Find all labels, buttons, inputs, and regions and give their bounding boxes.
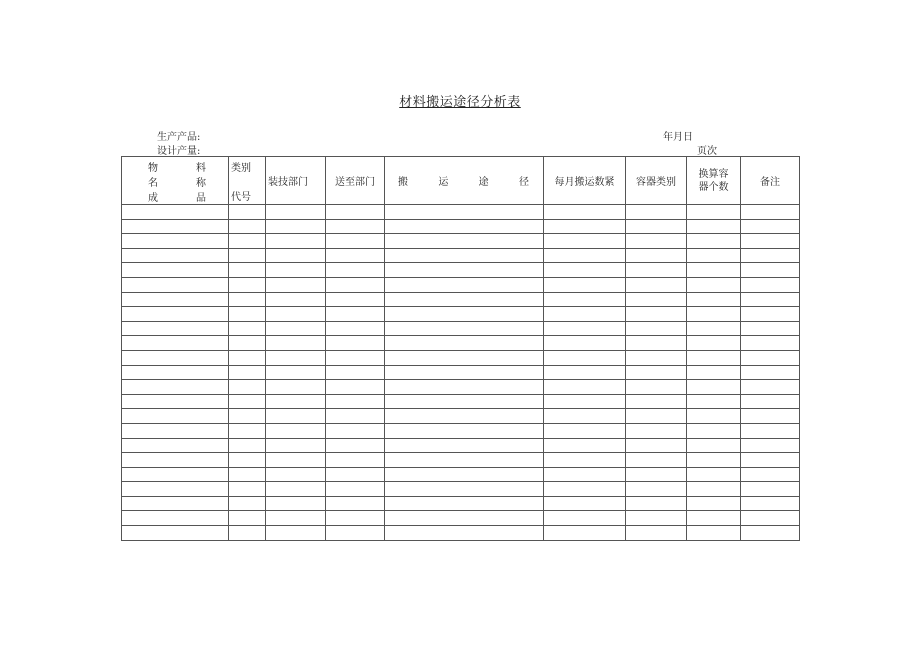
table-cell [544, 438, 626, 453]
table-row [122, 219, 800, 234]
table-cell [122, 467, 229, 482]
table-cell [687, 350, 741, 365]
table-cell [741, 423, 800, 438]
table-cell [687, 453, 741, 468]
table-cell [326, 453, 385, 468]
table-cell [687, 526, 741, 541]
table-cell [122, 453, 229, 468]
table-cell [687, 511, 741, 526]
table-cell [687, 248, 741, 263]
table-cell [385, 511, 544, 526]
table-cell [266, 292, 326, 307]
table-cell [385, 307, 544, 322]
table-cell [385, 423, 544, 438]
table-cell [544, 307, 626, 322]
table-cell [385, 248, 544, 263]
table-row [122, 394, 800, 409]
table-cell [687, 219, 741, 234]
output-label: 设计产量: [157, 146, 201, 157]
header-container-type: 容器类别 [626, 157, 687, 205]
table-row [122, 307, 800, 322]
table-cell [544, 380, 626, 395]
table-row [122, 205, 800, 220]
table-cell [626, 248, 687, 263]
table-cell [626, 365, 687, 380]
table-cell [229, 365, 266, 380]
table-row [122, 511, 800, 526]
table-cell [326, 248, 385, 263]
table-cell [122, 307, 229, 322]
table-cell [229, 307, 266, 322]
table-cell [122, 526, 229, 541]
table-cell [266, 511, 326, 526]
table-cell [626, 350, 687, 365]
table-cell [122, 234, 229, 249]
table-cell [687, 438, 741, 453]
table-cell [544, 219, 626, 234]
table-cell [741, 307, 800, 322]
table-cell [122, 409, 229, 424]
table-cell [741, 409, 800, 424]
header-category-code: 类别 代号 [229, 157, 266, 205]
table-cell [122, 292, 229, 307]
table-cell [122, 482, 229, 497]
table-cell [385, 409, 544, 424]
table-cell [266, 394, 326, 409]
table-cell [741, 292, 800, 307]
header-container-count: 换算容 器个数 [687, 157, 741, 205]
table-row [122, 350, 800, 365]
table-cell [626, 496, 687, 511]
table-cell [544, 292, 626, 307]
table-cell [741, 277, 800, 292]
table-cell [741, 394, 800, 409]
table-cell [544, 321, 626, 336]
table-cell [626, 205, 687, 220]
table-cell [385, 438, 544, 453]
table-cell [266, 453, 326, 468]
table-cell [122, 350, 229, 365]
table-cell [266, 307, 326, 322]
table-cell [122, 205, 229, 220]
table-cell [229, 526, 266, 541]
table-cell [385, 526, 544, 541]
table-cell [385, 453, 544, 468]
table-cell [687, 292, 741, 307]
table-cell [326, 263, 385, 278]
table-row [122, 248, 800, 263]
table-cell [326, 307, 385, 322]
table-cell [229, 423, 266, 438]
table-cell [266, 380, 326, 395]
table-cell [741, 263, 800, 278]
table-row [122, 453, 800, 468]
table-cell [687, 496, 741, 511]
table-cell [326, 350, 385, 365]
table-cell [122, 336, 229, 351]
table-cell [741, 380, 800, 395]
table-cell [544, 263, 626, 278]
table-cell [229, 277, 266, 292]
table-cell [326, 292, 385, 307]
table-cell [229, 205, 266, 220]
table-row [122, 423, 800, 438]
table-cell [326, 467, 385, 482]
table-cell [385, 277, 544, 292]
table-cell [326, 526, 385, 541]
table-cell [687, 205, 741, 220]
table-cell [687, 277, 741, 292]
table-cell [741, 336, 800, 351]
header-monthly-qty: 每月搬运数紧 [544, 157, 626, 205]
table-cell [741, 365, 800, 380]
table-cell [544, 496, 626, 511]
table-body [122, 205, 800, 541]
table-row [122, 482, 800, 497]
table-cell [229, 467, 266, 482]
table-cell [687, 380, 741, 395]
table-cell [122, 380, 229, 395]
table-cell [741, 453, 800, 468]
table-cell [687, 409, 741, 424]
table-cell [626, 321, 687, 336]
table-cell [326, 365, 385, 380]
table-cell [326, 336, 385, 351]
table-cell [122, 248, 229, 263]
table-cell [229, 394, 266, 409]
table-cell [385, 205, 544, 220]
table-cell [626, 467, 687, 482]
table-cell [229, 248, 266, 263]
table-cell [122, 438, 229, 453]
table-cell [626, 394, 687, 409]
table-cell [741, 511, 800, 526]
table-cell [385, 234, 544, 249]
analysis-table [121, 156, 800, 541]
table-cell [229, 438, 266, 453]
table-cell [385, 263, 544, 278]
table-cell [229, 380, 266, 395]
table-row [122, 380, 800, 395]
table-cell [229, 453, 266, 468]
table-row [122, 365, 800, 380]
table-cell [741, 526, 800, 541]
table-cell [385, 292, 544, 307]
table-cell [385, 380, 544, 395]
table-cell [229, 219, 266, 234]
table-cell [544, 248, 626, 263]
table-cell [266, 496, 326, 511]
table-cell [385, 467, 544, 482]
table-cell [687, 336, 741, 351]
table-cell [626, 409, 687, 424]
table-row [122, 409, 800, 424]
table-cell [385, 336, 544, 351]
table-cell [326, 438, 385, 453]
table-cell [626, 380, 687, 395]
table-row [122, 263, 800, 278]
table-cell [326, 219, 385, 234]
table-cell [544, 409, 626, 424]
table-cell [626, 307, 687, 322]
table-cell [229, 263, 266, 278]
table-cell [326, 205, 385, 220]
table-cell [385, 394, 544, 409]
table-cell [741, 350, 800, 365]
table-cell [544, 234, 626, 249]
table-cell [741, 438, 800, 453]
table-row [122, 336, 800, 351]
table-cell [229, 336, 266, 351]
table-cell [626, 277, 687, 292]
table-cell [229, 234, 266, 249]
table-cell [741, 496, 800, 511]
table-cell [326, 511, 385, 526]
table-cell [626, 336, 687, 351]
table-cell [741, 467, 800, 482]
table-cell [266, 321, 326, 336]
table-cell [741, 248, 800, 263]
table-cell [385, 321, 544, 336]
page-title: 材料搬运途径分析表 [399, 95, 521, 110]
product-label: 生产产品: [157, 132, 201, 143]
table-cell [385, 482, 544, 497]
table-cell [544, 350, 626, 365]
table-cell [122, 263, 229, 278]
table-cell [741, 234, 800, 249]
table-cell [122, 423, 229, 438]
table-cell [229, 482, 266, 497]
table-cell [626, 423, 687, 438]
table-cell [741, 321, 800, 336]
header-route: 搬 运 途 径 [385, 157, 544, 205]
date-label: 年月日 [663, 132, 693, 143]
table-cell [266, 336, 326, 351]
table-cell [266, 409, 326, 424]
table-cell [741, 205, 800, 220]
table-cell [687, 234, 741, 249]
table-cell [544, 336, 626, 351]
table-cell [122, 511, 229, 526]
table-cell [687, 467, 741, 482]
table-cell [326, 234, 385, 249]
table-cell [122, 277, 229, 292]
table-cell [626, 482, 687, 497]
header-remarks: 备注 [741, 157, 800, 205]
table-cell [326, 394, 385, 409]
table-cell [626, 263, 687, 278]
table-row [122, 496, 800, 511]
table-cell [229, 511, 266, 526]
table-cell [687, 482, 741, 497]
table-row [122, 292, 800, 307]
table-cell [544, 526, 626, 541]
table-cell [266, 277, 326, 292]
table-cell [544, 453, 626, 468]
table-cell [229, 292, 266, 307]
table-cell [626, 438, 687, 453]
table-cell [326, 321, 385, 336]
header-sending-dept: 送至部门 [326, 157, 385, 205]
table-row [122, 321, 800, 336]
table-cell [626, 292, 687, 307]
table-cell [266, 263, 326, 278]
table-cell [229, 496, 266, 511]
table-row [122, 277, 800, 292]
table-cell [687, 321, 741, 336]
table-cell [626, 511, 687, 526]
table-cell [626, 453, 687, 468]
table-cell [326, 409, 385, 424]
table-cell [266, 467, 326, 482]
table-cell [266, 350, 326, 365]
table-cell [544, 467, 626, 482]
table-cell [326, 277, 385, 292]
table-cell [741, 482, 800, 497]
table-cell [326, 423, 385, 438]
table-cell [626, 526, 687, 541]
table-cell [266, 526, 326, 541]
table-cell [266, 423, 326, 438]
table-cell [266, 205, 326, 220]
table-cell [544, 511, 626, 526]
table-cell [544, 277, 626, 292]
table-cell [122, 394, 229, 409]
table-cell [687, 307, 741, 322]
table-cell [122, 496, 229, 511]
table-cell [687, 263, 741, 278]
table-cell [687, 365, 741, 380]
table-cell [741, 219, 800, 234]
table-cell [229, 350, 266, 365]
table-cell [326, 482, 385, 497]
table-cell [544, 423, 626, 438]
table-cell [385, 219, 544, 234]
table-cell [266, 438, 326, 453]
page-label: 页次 [697, 146, 717, 157]
table-cell [326, 496, 385, 511]
table-cell [266, 248, 326, 263]
header-material-name: 物 料 名 称 成 品 [122, 157, 229, 205]
table-cell [544, 394, 626, 409]
table-cell [687, 394, 741, 409]
table-cell [385, 350, 544, 365]
table-cell [326, 380, 385, 395]
table-row [122, 438, 800, 453]
table-cell [266, 365, 326, 380]
table-row [122, 234, 800, 249]
table-cell [687, 423, 741, 438]
header-loading-dept: 装技部门 [266, 157, 326, 205]
table-cell [229, 409, 266, 424]
table-cell [266, 219, 326, 234]
table-row [122, 467, 800, 482]
table-cell [122, 365, 229, 380]
table-cell [626, 234, 687, 249]
table-cell [122, 219, 229, 234]
table-cell [544, 365, 626, 380]
table-cell [385, 365, 544, 380]
table-cell [626, 219, 687, 234]
header-row [122, 157, 800, 205]
table-cell [266, 482, 326, 497]
table-cell [266, 234, 326, 249]
table-row [122, 526, 800, 541]
table-cell [229, 321, 266, 336]
table-cell [122, 321, 229, 336]
table-cell [544, 482, 626, 497]
table-cell [385, 496, 544, 511]
table-cell [544, 205, 626, 220]
